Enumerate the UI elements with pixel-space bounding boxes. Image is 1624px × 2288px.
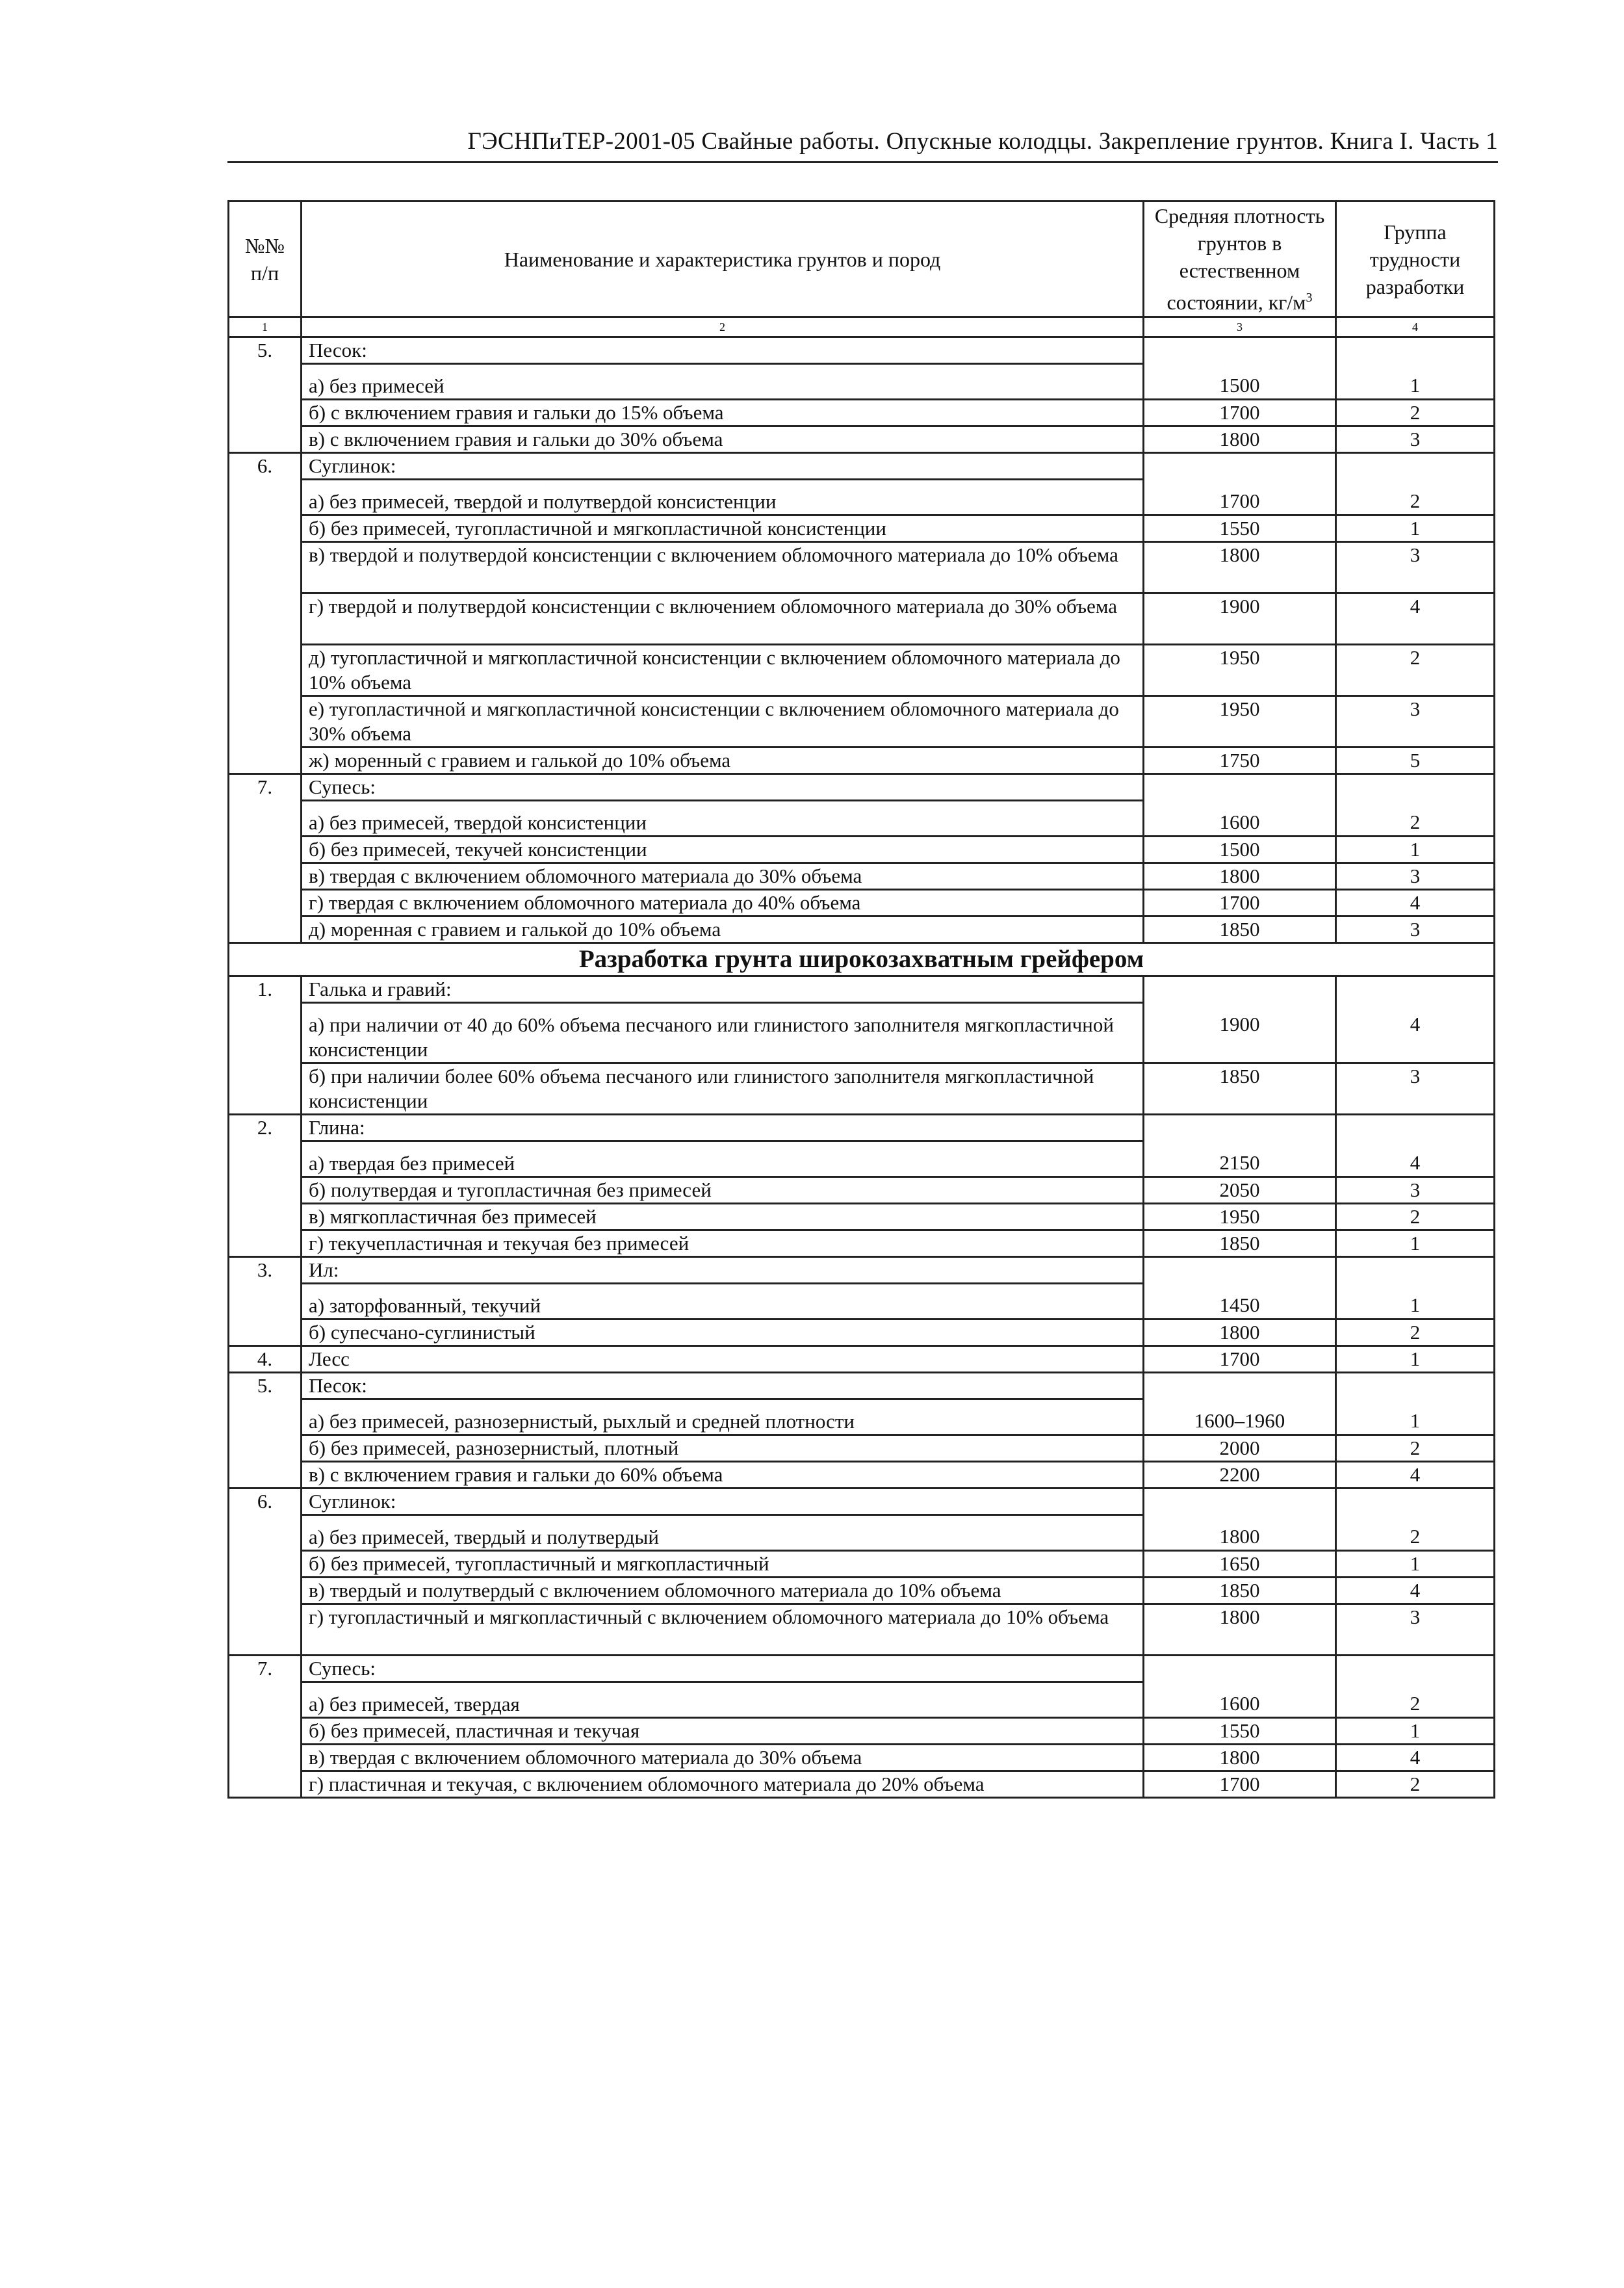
section-title: Разработка грунта широкозахватным грейфером <box>229 943 1495 976</box>
empty-cell <box>1144 976 1336 1003</box>
density-value: 2150 <box>1144 1141 1336 1177</box>
empty-cell <box>1336 1656 1495 1682</box>
empty-cell <box>1144 774 1336 801</box>
table-row <box>229 1284 1495 1320</box>
row-number: 7. <box>229 1656 302 1798</box>
difficulty-group: 4 <box>1336 1462 1495 1488</box>
density-value: 1500 <box>1144 364 1336 400</box>
difficulty-group: 1 <box>1336 1551 1495 1578</box>
table-row <box>229 426 1495 453</box>
table-row <box>229 1204 1495 1230</box>
soil-name: г) твердой и полутвердой консистенции с включением обломочного материала до 30% объема <box>302 593 1144 645</box>
density-value: 1850 <box>1144 916 1336 943</box>
difficulty-group: 4 <box>1336 1003 1495 1063</box>
table-row <box>229 1399 1495 1435</box>
table-row <box>229 515 1495 542</box>
table-row <box>229 1745 1495 1771</box>
table-row <box>229 1346 1495 1373</box>
density-value: 1550 <box>1144 1718 1336 1745</box>
row-number: 5. <box>229 337 302 453</box>
density-value: 1800 <box>1144 1604 1336 1656</box>
difficulty-group: 1 <box>1336 837 1495 863</box>
empty-cell <box>1336 1488 1495 1515</box>
soil-name: в) с включением гравия и гальки до 30% объема <box>302 426 1144 453</box>
table-row <box>229 837 1495 863</box>
difficulty-group: 2 <box>1336 1771 1495 1798</box>
soil-name: б) с включением гравия и гальки до 15% объема <box>302 400 1144 426</box>
empty-cell <box>1144 1656 1336 1682</box>
table-row <box>229 337 1495 364</box>
soil-name: б) при наличии более 60% объема песчаного или глинистого заполнителя мягкопластичной консистенции <box>302 1063 1144 1115</box>
table-row <box>229 453 1495 480</box>
density-value: 1800 <box>1144 1515 1336 1551</box>
difficulty-group: 2 <box>1336 801 1495 837</box>
density-value: 1750 <box>1144 748 1336 774</box>
row-number: 2. <box>229 1115 302 1257</box>
row-number: 4. <box>229 1346 302 1373</box>
density-value: 1600–1960 <box>1144 1399 1336 1435</box>
table-row <box>229 1435 1495 1462</box>
table-row <box>229 774 1495 801</box>
density-value: 1700 <box>1144 1346 1336 1373</box>
soil-name: б) без примесей, текучей консистенции <box>302 837 1144 863</box>
soil-category-title: Песок: <box>302 337 1144 364</box>
column-number: 3 <box>1144 317 1336 337</box>
difficulty-group: 2 <box>1336 1682 1495 1718</box>
difficulty-group: 2 <box>1336 645 1495 696</box>
difficulty-group: 1 <box>1336 364 1495 400</box>
table-row <box>229 1141 1495 1177</box>
empty-cell <box>1336 774 1495 801</box>
table-row <box>229 542 1495 593</box>
density-value: 1800 <box>1144 863 1336 890</box>
document-title: ГЭСНПиТЕР-2001-05 Свайные работы. Опускные колодцы. Закрепление грунтов. Книга I. Часть 1 <box>467 128 1498 155</box>
col-header-density <box>1144 202 1336 317</box>
empty-cell <box>1336 1115 1495 1141</box>
table-row <box>229 890 1495 916</box>
density-value: 1950 <box>1144 645 1336 696</box>
table-row <box>229 645 1495 696</box>
soil-name: а) твердая без примесей <box>302 1141 1144 1177</box>
density-value: 1450 <box>1144 1284 1336 1320</box>
density-value: 1900 <box>1144 593 1336 645</box>
soil-name: б) без примесей, тугопластичной и мягкопластичной консистенции <box>302 515 1144 542</box>
density-value: 1600 <box>1144 1682 1336 1718</box>
density-value: 1950 <box>1144 696 1336 748</box>
column-numbers-row <box>229 317 1495 337</box>
soil-name: а) без примесей, твердой консистенции <box>302 801 1144 837</box>
soil-name: д) тугопластичной и мягкопластичной консистенции с включением обломочного материала до 10% объема <box>302 645 1144 696</box>
row-number: 6. <box>229 1488 302 1656</box>
col-header-group: Группа трудности разработки <box>1336 202 1495 317</box>
soil-name: б) без примесей, разнозернистый, плотный <box>302 1435 1144 1462</box>
table-row <box>229 1177 1495 1204</box>
soil-category-title: Глина: <box>302 1115 1144 1141</box>
empty-cell <box>1336 1257 1495 1284</box>
difficulty-group: 1 <box>1336 1346 1495 1373</box>
density-value: 1900 <box>1144 1003 1336 1063</box>
soil-category-title: Песок: <box>302 1373 1144 1399</box>
density-value: 1850 <box>1144 1578 1336 1604</box>
empty-cell <box>1336 337 1495 364</box>
table-row <box>229 916 1495 943</box>
table-row <box>229 1604 1495 1656</box>
difficulty-group: 2 <box>1336 1320 1495 1346</box>
row-number: 3. <box>229 1257 302 1346</box>
table-row <box>229 1373 1495 1399</box>
difficulty-group: 4 <box>1336 1578 1495 1604</box>
difficulty-group: 5 <box>1336 748 1495 774</box>
density-value: 1600 <box>1144 801 1336 837</box>
row-number: 1. <box>229 976 302 1115</box>
table-row <box>229 748 1495 774</box>
table-row <box>229 364 1495 400</box>
difficulty-group: 3 <box>1336 916 1495 943</box>
difficulty-group: 3 <box>1336 696 1495 748</box>
soil-name: в) твердая с включением обломочного материала до 30% объема <box>302 1745 1144 1771</box>
table-row <box>229 1656 1495 1682</box>
difficulty-group: 1 <box>1336 1718 1495 1745</box>
section-title-row <box>229 943 1495 976</box>
density-value: 1700 <box>1144 400 1336 426</box>
density-value: 1650 <box>1144 1551 1336 1578</box>
density-value: 1800 <box>1144 542 1336 593</box>
difficulty-group: 3 <box>1336 1177 1495 1204</box>
empty-cell <box>1144 1257 1336 1284</box>
table-header-row <box>229 202 1495 317</box>
difficulty-group: 2 <box>1336 1204 1495 1230</box>
row-number: 5. <box>229 1373 302 1488</box>
table-row <box>229 400 1495 426</box>
table-row <box>229 1257 1495 1284</box>
row-number: 6. <box>229 453 302 774</box>
soil-name: г) твердая с включением обломочного материала до 40% объема <box>302 890 1144 916</box>
table-row <box>229 1230 1495 1257</box>
table-row <box>229 976 1495 1003</box>
soil-name: г) тугопластичный и мягкопластичный с включением обломочного материала до 10% объема <box>302 1604 1144 1656</box>
difficulty-group: 4 <box>1336 1745 1495 1771</box>
density-value: 1850 <box>1144 1230 1336 1257</box>
difficulty-group: 2 <box>1336 480 1495 515</box>
soil-category-title: Суглинок: <box>302 1488 1144 1515</box>
soil-name: г) текучепластичная и текучая без примесей <box>302 1230 1144 1257</box>
soil-name: Лесс <box>302 1346 1144 1373</box>
difficulty-group: 3 <box>1336 426 1495 453</box>
difficulty-group: 3 <box>1336 863 1495 890</box>
soil-category-title: Галька и гравий: <box>302 976 1144 1003</box>
density-value: 1800 <box>1144 426 1336 453</box>
soil-name: а) без примесей, твердой и полутвердой консистенции <box>302 480 1144 515</box>
table-row <box>229 1320 1495 1346</box>
soil-name: в) твердый и полутвердый с включением обломочного материала до 10% объема <box>302 1578 1144 1604</box>
table-row <box>229 863 1495 890</box>
soil-name: ж) моренный с гравием и галькой до 10% объема <box>302 748 1144 774</box>
soil-name: в) мягкопластичная без примесей <box>302 1204 1144 1230</box>
column-number: 4 <box>1336 317 1495 337</box>
col-header-num: №№ п/п <box>229 202 302 317</box>
soil-name: б) полутвердая и тугопластичная без примесей <box>302 1177 1144 1204</box>
table-row <box>229 1718 1495 1745</box>
table-row <box>229 1578 1495 1604</box>
table-row <box>229 1488 1495 1515</box>
density-value: 1500 <box>1144 837 1336 863</box>
soil-name: а) без примесей <box>302 364 1144 400</box>
empty-cell <box>1336 1373 1495 1399</box>
density-value: 1700 <box>1144 1771 1336 1798</box>
soil-category-title: Супесь: <box>302 1656 1144 1682</box>
empty-cell <box>1336 976 1495 1003</box>
soil-name: а) без примесей, разнозернистый, рыхлый и средней плотности <box>302 1399 1144 1435</box>
difficulty-group: 3 <box>1336 1063 1495 1115</box>
difficulty-group: 1 <box>1336 1284 1495 1320</box>
column-number: 2 <box>302 317 1144 337</box>
difficulty-group: 3 <box>1336 542 1495 593</box>
col-header-name: Наименование и характеристика грунтов и пород <box>302 202 1144 317</box>
soil-name: а) без примесей, твердая <box>302 1682 1144 1718</box>
difficulty-group: 4 <box>1336 593 1495 645</box>
table-row <box>229 1003 1495 1063</box>
row-number: 7. <box>229 774 302 943</box>
empty-cell <box>1144 337 1336 364</box>
table-row <box>229 1462 1495 1488</box>
difficulty-group: 2 <box>1336 1435 1495 1462</box>
page-header <box>227 127 1498 163</box>
difficulty-group: 1 <box>1336 1399 1495 1435</box>
col-header-density-text: Средняя плотность грунтов в естественном состоянии, кг/м <box>1154 204 1325 314</box>
difficulty-group: 2 <box>1336 1515 1495 1551</box>
soil-table <box>227 200 1495 1799</box>
table-row <box>229 1063 1495 1115</box>
soil-name: в) с включением гравия и гальки до 60% объема <box>302 1462 1144 1488</box>
soil-name: д) моренная с гравием и галькой до 10% объема <box>302 916 1144 943</box>
table-row <box>229 1682 1495 1718</box>
density-value: 2000 <box>1144 1435 1336 1462</box>
density-value: 1700 <box>1144 890 1336 916</box>
column-number: 1 <box>229 317 302 337</box>
soil-name: в) твердой и полутвердой консистенции с включением обломочного материала до 10% объема <box>302 542 1144 593</box>
soil-name: а) заторфованный, текучий <box>302 1284 1144 1320</box>
difficulty-group: 4 <box>1336 1141 1495 1177</box>
soil-name: е) тугопластичной и мягкопластичной консистенции с включением обломочного материала до 30% объема <box>302 696 1144 748</box>
soil-name: а) без примесей, твердый и полутвердый <box>302 1515 1144 1551</box>
density-value: 1550 <box>1144 515 1336 542</box>
empty-cell <box>1144 1373 1336 1399</box>
density-value: 1950 <box>1144 1204 1336 1230</box>
soil-name: б) супесчано-суглинистый <box>302 1320 1144 1346</box>
difficulty-group: 1 <box>1336 515 1495 542</box>
difficulty-group: 3 <box>1336 1604 1495 1656</box>
table-row <box>229 696 1495 748</box>
col-header-density-sup: 3 <box>1306 291 1313 305</box>
density-value: 1850 <box>1144 1063 1336 1115</box>
table-row <box>229 480 1495 515</box>
table-row <box>229 1551 1495 1578</box>
difficulty-group: 2 <box>1336 400 1495 426</box>
table-row <box>229 1771 1495 1798</box>
density-value: 1800 <box>1144 1320 1336 1346</box>
density-value: 2200 <box>1144 1462 1336 1488</box>
difficulty-group: 4 <box>1336 890 1495 916</box>
soil-name: а) при наличии от 40 до 60% объема песчаного или глинистого заполнителя мягкопластичной консистенции <box>302 1003 1144 1063</box>
density-value: 1800 <box>1144 1745 1336 1771</box>
soil-name: б) без примесей, тугопластичный и мягкопластичный <box>302 1551 1144 1578</box>
table-row <box>229 593 1495 645</box>
soil-name: г) пластичная и текучая, с включением обломочного материала до 20% объема <box>302 1771 1144 1798</box>
density-value: 2050 <box>1144 1177 1336 1204</box>
soil-category-title: Суглинок: <box>302 453 1144 480</box>
empty-cell <box>1144 1488 1336 1515</box>
empty-cell <box>1144 453 1336 480</box>
empty-cell <box>1336 453 1495 480</box>
soil-name: б) без примесей, пластичная и текучая <box>302 1718 1144 1745</box>
table-row <box>229 1515 1495 1551</box>
soil-name: в) твердая с включением обломочного материала до 30% объема <box>302 863 1144 890</box>
difficulty-group: 1 <box>1336 1230 1495 1257</box>
empty-cell <box>1144 1115 1336 1141</box>
soil-category-title: Ил: <box>302 1257 1144 1284</box>
table-row <box>229 801 1495 837</box>
density-value: 1700 <box>1144 480 1336 515</box>
soil-category-title: Супесь: <box>302 774 1144 801</box>
table-row <box>229 1115 1495 1141</box>
